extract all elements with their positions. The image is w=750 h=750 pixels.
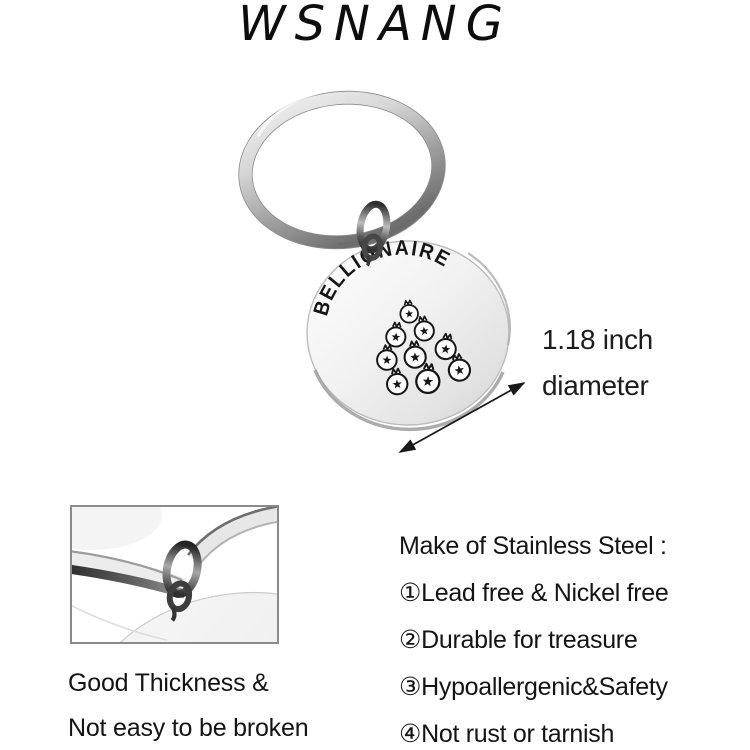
diameter-value: 1.18 inch <box>542 324 653 355</box>
diameter-word: diameter <box>542 370 649 401</box>
features-heading: Make of Stainless Steel : <box>399 532 667 560</box>
feature-list <box>399 533 669 750</box>
brand-title: WSNANG <box>238 0 512 52</box>
pendant-disc <box>307 241 510 429</box>
feature-item-2: ②Durable for treasure <box>399 626 638 654</box>
feature-item-4: ④Not rust or tarnish <box>399 720 615 748</box>
feature-item-1: ①Lead free & Nickel free <box>399 579 669 607</box>
diameter-label <box>542 317 653 409</box>
keyring-image <box>231 79 453 259</box>
caption-line-2: Not easy to be broken <box>68 714 309 742</box>
feature-item-3: ③Hypoallergenic&Safety <box>399 673 668 701</box>
caption-line-1: Good Thickness & <box>68 669 269 697</box>
keyring-closeup-image <box>72 507 277 642</box>
pendant-engraving-text: BELLIONAIRE <box>309 236 456 319</box>
closeup-box <box>70 505 279 644</box>
closeup-caption <box>68 661 308 750</box>
